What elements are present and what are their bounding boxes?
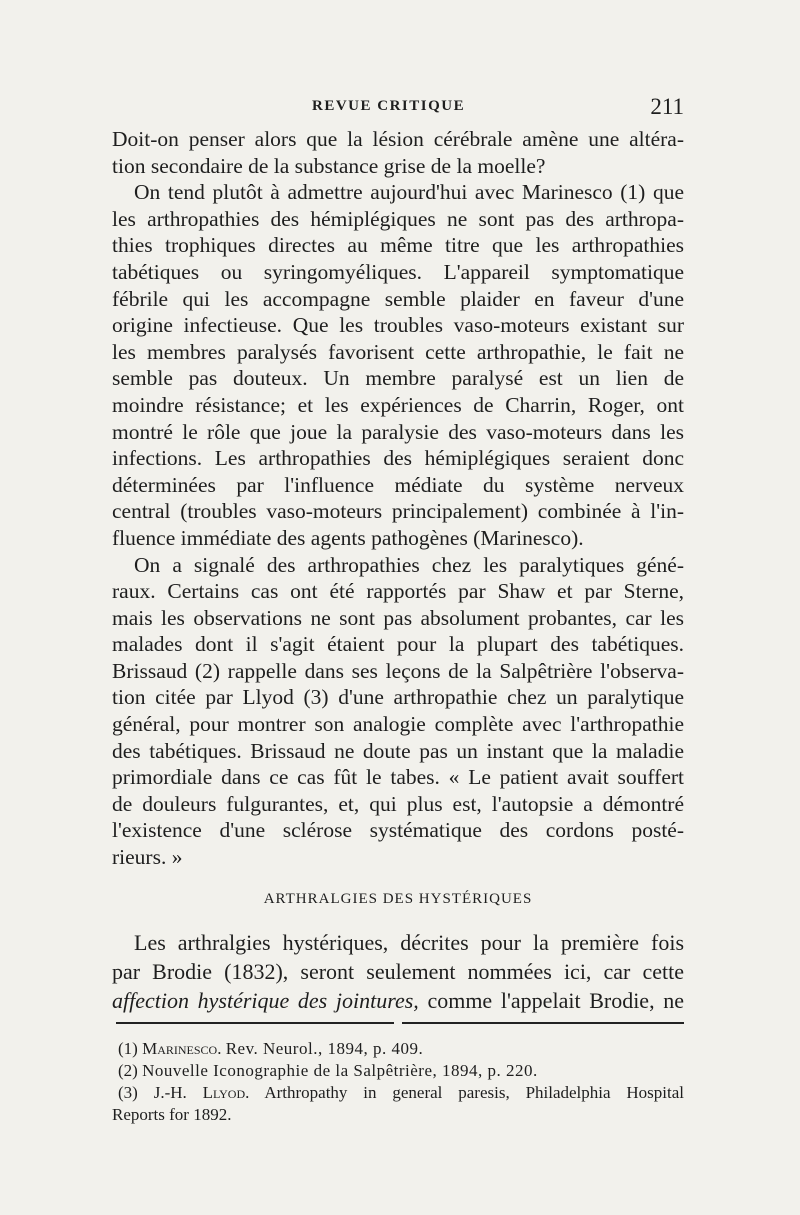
footnote-mark: (2) [118, 1061, 138, 1080]
footnotes [112, 1038, 684, 1126]
text-line: tabétiques ou syringomyéliques. L'appareil symptomatique [112, 259, 684, 284]
text-line: infections. Les arthropathies des hémiplégiques seraient donc [112, 446, 684, 471]
footnote-text: Arthropathy in general paresis, Philadelphia Hospital [264, 1083, 685, 1102]
text-line: fébrile qui les accompagne semble plaider en faveur d'une [112, 286, 684, 311]
body-text [112, 126, 684, 871]
footnote-rule-right [402, 1022, 684, 1024]
paragraph-3 [112, 552, 684, 871]
text-line: les membres paralysés favorisent cette arthropathie, le fait ne [112, 339, 684, 364]
footnote [112, 1038, 684, 1060]
text-line: déterminées par l'influence médiate du système nerveux [112, 472, 684, 497]
page-header [112, 96, 684, 126]
text-line: tion secondaire de la substance grise de la moelle? [112, 153, 546, 178]
footnote [112, 1060, 684, 1082]
text-line: Doit-on penser alors que la lésion cérébrale amène une altéra- [112, 127, 684, 151]
text-line [112, 986, 684, 1015]
paragraph-2 [112, 179, 684, 551]
footnote-text: Nouvelle Iconographie de la Salpêtrière, 1894, p. 220. [142, 1061, 538, 1080]
text-line: Brissaud (2) rappelle dans ses leçons de la Salpêtrière l'observa- [112, 658, 684, 683]
page-number: 211 [650, 94, 684, 119]
text-line: montré le rôle que joue la paralysie des vaso-moteurs dans les [112, 419, 684, 444]
section-title: ARTHRALGIES DES HYSTÉRIQUES [263, 891, 533, 907]
running-head: REVUE CRITIQUE [312, 98, 466, 114]
text-line: semble pas douteux. Un membre paralysé est un lien de [112, 366, 684, 391]
paragraph-1 [112, 126, 684, 179]
text-line: On a signalé des arthropathies chez les paralytiques géné- [134, 552, 684, 577]
text-line: origine infectieuse. Que les troubles vaso-moteurs existant sur [112, 313, 684, 338]
footnote-mark: (3) [118, 1083, 138, 1102]
italic-phrase: affection hystérique des jointures, [112, 988, 419, 1013]
text-line: fluence immédiate des agents pathogènes (Marinesco). [112, 525, 584, 550]
section-text [112, 928, 684, 1015]
text-line: central (troubles vaso-moteurs principalement) combinée à l'in- [112, 499, 684, 524]
line-rest: comme l'appelait Brodie, ne [418, 988, 684, 1013]
text-line: des tabétiques. Brissaud ne doute pas un instant que la maladie [112, 738, 684, 763]
text-line: de douleurs fulgurantes, et, qui plus est, l'autopsie a démontré [112, 791, 684, 816]
text-line: tion citée par Llyod (3) d'une arthropathie chez un paralytique [112, 685, 684, 710]
text-line: On tend plutôt à admettre aujourd'hui avec Marinesco (1) que [134, 180, 684, 205]
footnote-mark: (1) [118, 1039, 138, 1058]
text-line: l'existence d'une sclérose systématique des cordons posté- [112, 818, 684, 843]
footnote-rule-left [116, 1022, 394, 1024]
text-line: malades dont il s'agit étaient pour la plupart des tabétiques. [112, 632, 684, 657]
text-line: primordiale dans ce cas fût le tabes. « Le patient avait souffert [112, 765, 684, 790]
text-line: raux. Certains cas ont été rapportés par Shaw et par Sterne, [112, 579, 684, 604]
text-line: mais les observations ne sont pas absolument probantes, car les [112, 605, 684, 630]
footnote-text: Rev. Neurol., 1894, p. 409. [225, 1039, 424, 1058]
text-line: thies trophiques directes au même titre que les arthropathies [112, 233, 684, 258]
footnote-continuation: Reports for 1892. [112, 1105, 232, 1124]
text-line: rieurs. » [112, 845, 183, 870]
footnote-author: Marinesco. [142, 1039, 222, 1058]
footnote-author: J.-H. Llyod. [153, 1083, 250, 1102]
text-line: les arthropathies des hémiplégiques ne sont pas des arthropa- [112, 206, 684, 231]
text-line: général, pour montrer son analogie complète avec l'arthropathie [112, 712, 684, 737]
text-line: Les arthralgies hystériques, décrites pour la première fois [134, 930, 684, 955]
text-line: moindre résistance; et les expériences de Charrin, Roger, ont [112, 392, 684, 417]
footnote [112, 1082, 684, 1104]
text-line: par Brodie (1832), seront seulement nommées ici, car cette [112, 959, 684, 984]
